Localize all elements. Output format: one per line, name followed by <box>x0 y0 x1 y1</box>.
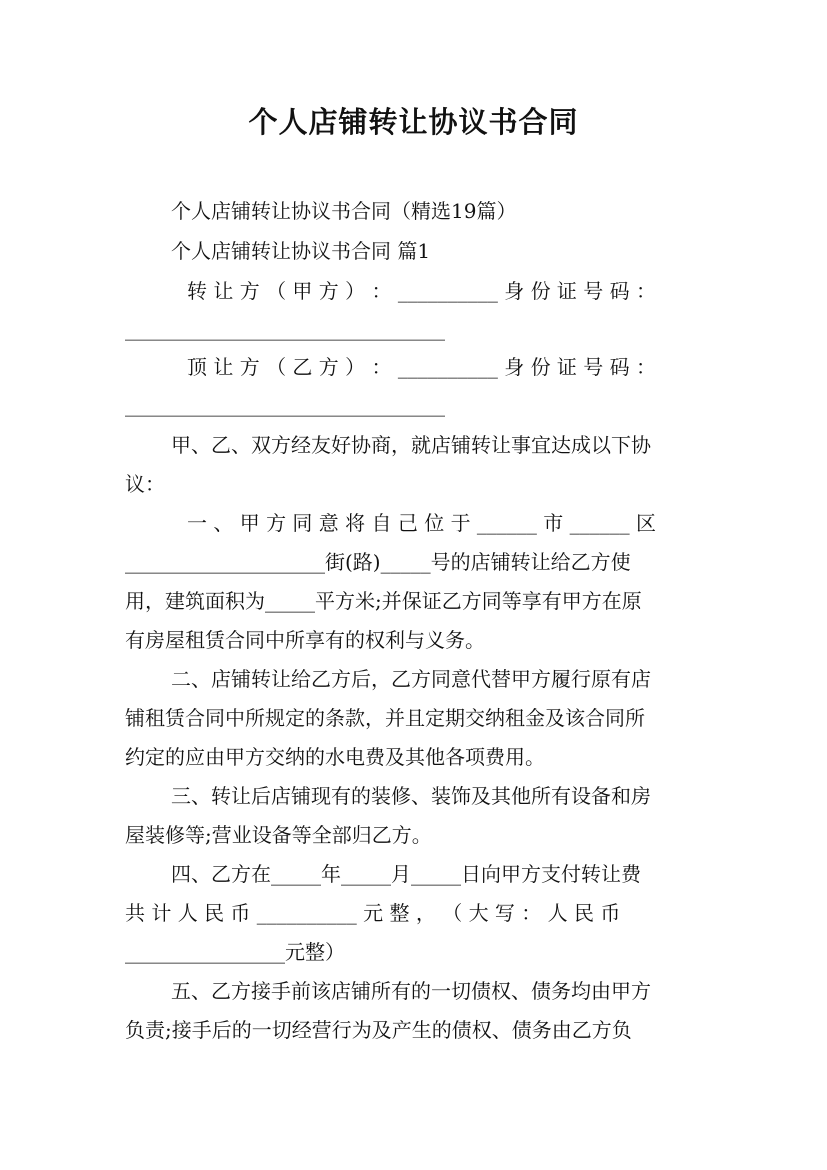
clause-one-line: 用，建筑面积为_____平方米;并保证乙方同等享有甲方在原 <box>125 589 642 613</box>
clause-five-line: 负责;接手后的一切经营行为及产生的债权、债务由乙方负 <box>125 1018 632 1042</box>
clause-two-line: 铺租赁合同中所规定的条款，并且定期交纳租金及该合同所 <box>125 706 645 730</box>
clause-four-line: 四、乙方在_____年_____月_____日向甲方支付转让费 <box>171 862 641 886</box>
clause-three-line: 屋装修等;营业设备等全部归乙方。 <box>125 823 432 847</box>
document-title: 个人店铺转让协议书合同 <box>248 105 579 139</box>
clause-one-line: 一 、 甲 方 同 意 将 自 己 位 于 ______ 市 ______ 区 <box>187 511 657 535</box>
transferor-line: 转 让 方 （ 甲 方 ） ： __________ 身 份 证 号 码 ： <box>187 279 657 303</box>
clause-four-line: 共 计 人 民 币 __________ 元 整 ， （ 大 写 ： 人 民 币 <box>125 901 621 925</box>
clause-five-line: 五、乙方接手前该店铺所有的一切债权、债务均由甲方 <box>171 979 651 1003</box>
clause-three-line: 三、转让后店铺现有的装修、装饰及其他所有设备和房 <box>171 784 651 808</box>
paragraph-line: 甲、乙、双方经友好协商，就店铺转让事宜达成以下协 <box>171 433 651 457</box>
clause-one-line: 有房屋租赁合同中所享有的权利与义务。 <box>125 628 485 652</box>
clause-one-line: ____________________街(路)_____号的店铺转让给乙方使 <box>125 550 631 574</box>
paragraph-line: 议： <box>125 472 165 496</box>
transferor-id-blank: ________________________________ <box>125 317 445 341</box>
document-subtitle: 个人店铺转让协议书合同（精选19篇） <box>171 199 517 223</box>
chapter-heading: 个人店铺转让协议书合同 篇1 <box>171 239 431 263</box>
clause-two-line: 二、店铺转让给乙方后，乙方同意代替甲方履行原有店 <box>171 667 651 691</box>
transferee-id-blank: ________________________________ <box>125 393 445 417</box>
transferee-line: 顶 让 方 （ 乙 方 ） ： __________ 身 份 证 号 码 ： <box>187 355 657 379</box>
clause-two-line: 约定的应由甲方交纳的水电费及其他各项费用。 <box>125 745 545 769</box>
clause-four-line: ________________元整） <box>125 940 345 964</box>
